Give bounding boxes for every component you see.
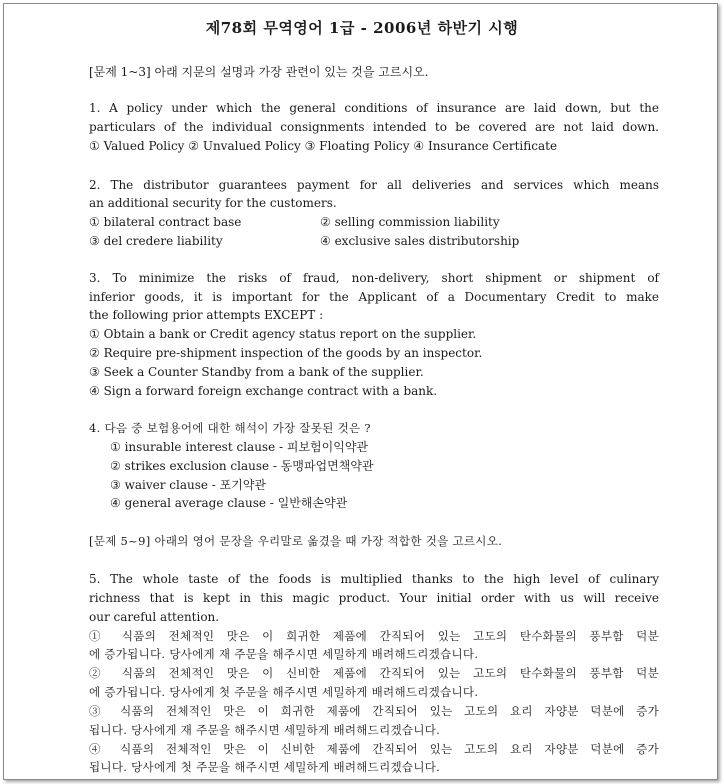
- q5-option-1-line1: ① 식품의 전체적인 맛은 이 희귀한 제품에 간직되어 있는 고도의 탄수화물의 풍부함 덕분: [89, 629, 659, 643]
- q5-stem-line2: richness that is kept in this magic product. Your initial order with us will receive: [89, 591, 659, 605]
- q4-option-2: ② strikes exclusion clause - 동맹파업면책약관: [110, 459, 374, 473]
- page-title: 제78회 무역영어 1급 - 2006년 하반기 시행: [205, 19, 519, 37]
- q5-option-2-line2: 에 증가됩니다. 당사에게 첫 주문을 해주시면 세밀하게 배려해드리겠습니다.: [89, 685, 479, 699]
- q5-stem-line3: our careful attention.: [89, 610, 220, 624]
- q2-option-4: ④ exclusive sales distributorship: [320, 234, 520, 248]
- q4-option-3: ③ waiver clause - 포기약관: [110, 478, 267, 492]
- q3-option-1: ① Obtain a bank or Credit agency status report on the supplier.: [89, 327, 477, 341]
- q3-option-2: ② Require pre-shipment inspection of the goods by an inspector.: [89, 346, 483, 360]
- q3-stem-line1: 3. To minimize the risks of fraud, non-delivery, short shipment or shipment of: [89, 271, 659, 285]
- q2-stem-line1: 2. The distributor guarantees payment for all deliveries and services which means: [89, 178, 659, 192]
- q2-option-2: ② selling commission liability: [320, 215, 500, 229]
- q3-option-4: ④ Sign a forward foreign exchange contract with a bank.: [89, 384, 438, 398]
- q3-stem-line3: the following prior attempts EXCEPT :: [89, 308, 324, 322]
- q5-option-3-line2: 됩니다. 당사에게 재 주문을 해주시면 세밀하게 배려해드리겠습니다.: [89, 723, 441, 737]
- q5-option-3-line1: ③ 식품의 전체적인 맛은 이 희귀한 제품에 간직되어 있는 고도의 요리 자양분 덕분에 증가: [89, 704, 659, 718]
- q5-option-4-line1: ④ 식품의 전체적인 맛은 이 신비한 제품에 간직되어 있는 고도의 요리 자양분 덕분에 증가: [89, 742, 659, 756]
- q2-option-1: ① bilateral contract base: [89, 215, 242, 229]
- q1-stem-line2: particulars of the individual consignments intended to be covered are not laid down.: [89, 120, 659, 134]
- q1-stem-line1: 1. A policy under which the general conditions of insurance are laid down, but the: [89, 101, 659, 115]
- q3-option-3: ③ Seek a Counter Standby from a bank of the supplier.: [89, 365, 424, 379]
- q4-option-4: ④ general average clause - 일반해손약관: [110, 496, 348, 510]
- q5-option-1-line2: 에 증가됩니다. 당사에게 재 주문을 해주시면 세밀하게 배려해드리겠습니다.: [89, 647, 479, 661]
- q5-option-2-line1: ② 식품의 전체적인 맛은 이 신비한 제품에 간직되어 있는 고도의 탄수화물의 풍부함 덕분: [89, 666, 659, 680]
- q2-stem-line2: an additional security for the customers.: [89, 196, 337, 210]
- q2-option-3: ③ del credere liability: [89, 234, 223, 248]
- q5-stem-line1: 5. The whole taste of the foods is multiplied thanks to the high level of culinary: [89, 572, 659, 586]
- section2-instruction: [문제 5~9] 아래의 영어 문장을 우리말로 옮겼을 때 가장 적합한 것을 고르시오.: [89, 534, 503, 548]
- section1-instruction: [문제 1~3] 아래 지문의 설명과 가장 관련이 있는 것을 고르시오.: [89, 65, 429, 79]
- q1-options: ① Valued Policy ② Unvalued Policy ③ Floating Policy ④ Insurance Certificate: [89, 139, 558, 153]
- q4-stem: 4. 다음 중 보험용어에 대한 해석이 가장 잘못된 것은 ?: [89, 421, 371, 435]
- q5-option-4-line2: 됩니다. 당사에게 첫 주문을 해주시면 세밀하게 배려해드리겠습니다.: [89, 760, 441, 774]
- q4-option-1: ① insurable interest clause - 피보험이익약관: [110, 440, 369, 454]
- q3-stem-line2: inferior goods, it is important for the Applicant of a Documentary Credit to make: [89, 290, 659, 304]
